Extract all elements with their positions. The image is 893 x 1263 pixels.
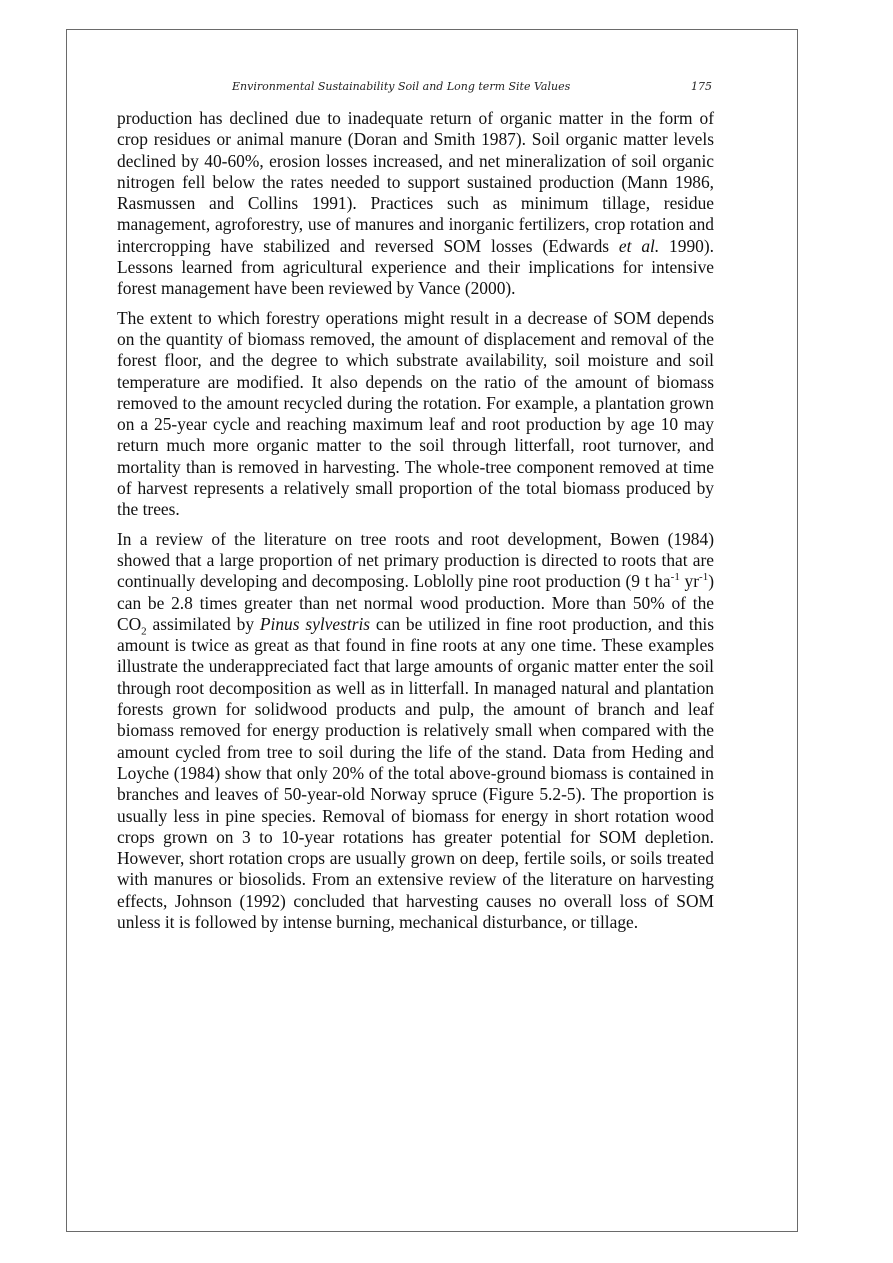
paragraph-2: The extent to which forestry operations might result in a decrease of SOM depends on the quantity of biomass removed, the amount of displacement and removal of the forest floor, and the degree to which substrate availability, soil moisture and soil temperature are modified. It also depends on the ratio of the amount of biomass removed to the amount recycled during the rotation. For example, a plantation grown on a 25-year cycle and reaching maximum leaf and root production by age 10 may return much more organic matter to the soil through litterfall, root turnover, and mortality than is removed in harvesting. The whole-tree component removed at time of harvest represents a relatively small proportion of the total biomass produced by the trees. — [117, 307, 714, 520]
paragraph-3-text-e: can be utilized in fine root production, and this amount is twice as great as that found in fine roots at any one time. These examples illustrate the underappreciated fact that large amounts of organic matter enter the soil through root decomposition as well as in litterfall. In managed natural and plantation forests grown for solidwood products and pulp, the amount of branch and leaf biomass removed for energy production is relatively small when compared with the amount cycled from tree to soil during the life of the stand. Data from Heding and Loyche (1984) show that only 20% of the total above-ground biomass is contained in branches and leaves of 50-year-old Norway spruce (Figure 5.2-5). The proportion is usually less in pine species. Removal of biomass for energy in short rotation wood crops grown on 3 to 10-year rotations has greater potential for SOM depletion. However, short rotation crops are usually grown on deep, fertile soils, or soils treated with manures or biosolids. From an extensive review of the literature on harvesting effects, Johnson (1992) concluded that harvesting causes no overall loss of SOM unless it is followed by intense burning, mechanical disturbance, or tillage. — [117, 613, 714, 932]
paragraph-3-text-c: ) can be 2.8 times greater than net normal wood production. More than 50% of the CO — [117, 571, 714, 634]
running-head — [232, 80, 712, 98]
paragraph-1-text-end: 1990). Lessons learned from agricultural experience and their implications for intensive forest management have been reviewed by Vance (2000). — [117, 235, 714, 299]
body-text — [117, 108, 714, 941]
paragraph-1-text: production has declined due to inadequate return of organic matter in the form of crop residues or animal manure (Doran and Smith 1987). Soil organic matter levels declined by 40-60%, erosion losses increased, and net mineralization of soil organic nitrogen fell below the rates needed to support sustained production (Mann 1986, Rasmussen and Collins 1991). Practices such as minimum tillage, residue management, agroforestry, use of manures and inorganic fertilizers, crop rotation and intercropping have stabilized and reversed SOM losses (Edwards — [117, 108, 714, 256]
et-al-italic: et al. — [618, 235, 660, 256]
page-number: 175 — [691, 80, 712, 93]
paragraph-3 — [117, 529, 714, 934]
paragraph-1 — [117, 108, 714, 300]
paragraph-3-text-a: In a review of the literature on tree roots and root development, Bowen (1984) showed that a large proportion of net primary production is directed to roots that are continually developing and decomposing. Loblolly pine root production (9 t ha — [117, 528, 714, 592]
paragraph-3-text-d: assimilated by — [146, 613, 260, 634]
superscript-ha: -1 — [670, 571, 680, 584]
species-name-italic: Pinus sylvestris — [259, 613, 371, 634]
paragraph-3-text-b: yr — [679, 571, 700, 592]
superscript-yr: -1 — [699, 571, 709, 584]
subscript-co2: 2 — [141, 625, 147, 638]
running-title: Environmental Sustainability Soil and Long term Site Values — [232, 80, 571, 93]
